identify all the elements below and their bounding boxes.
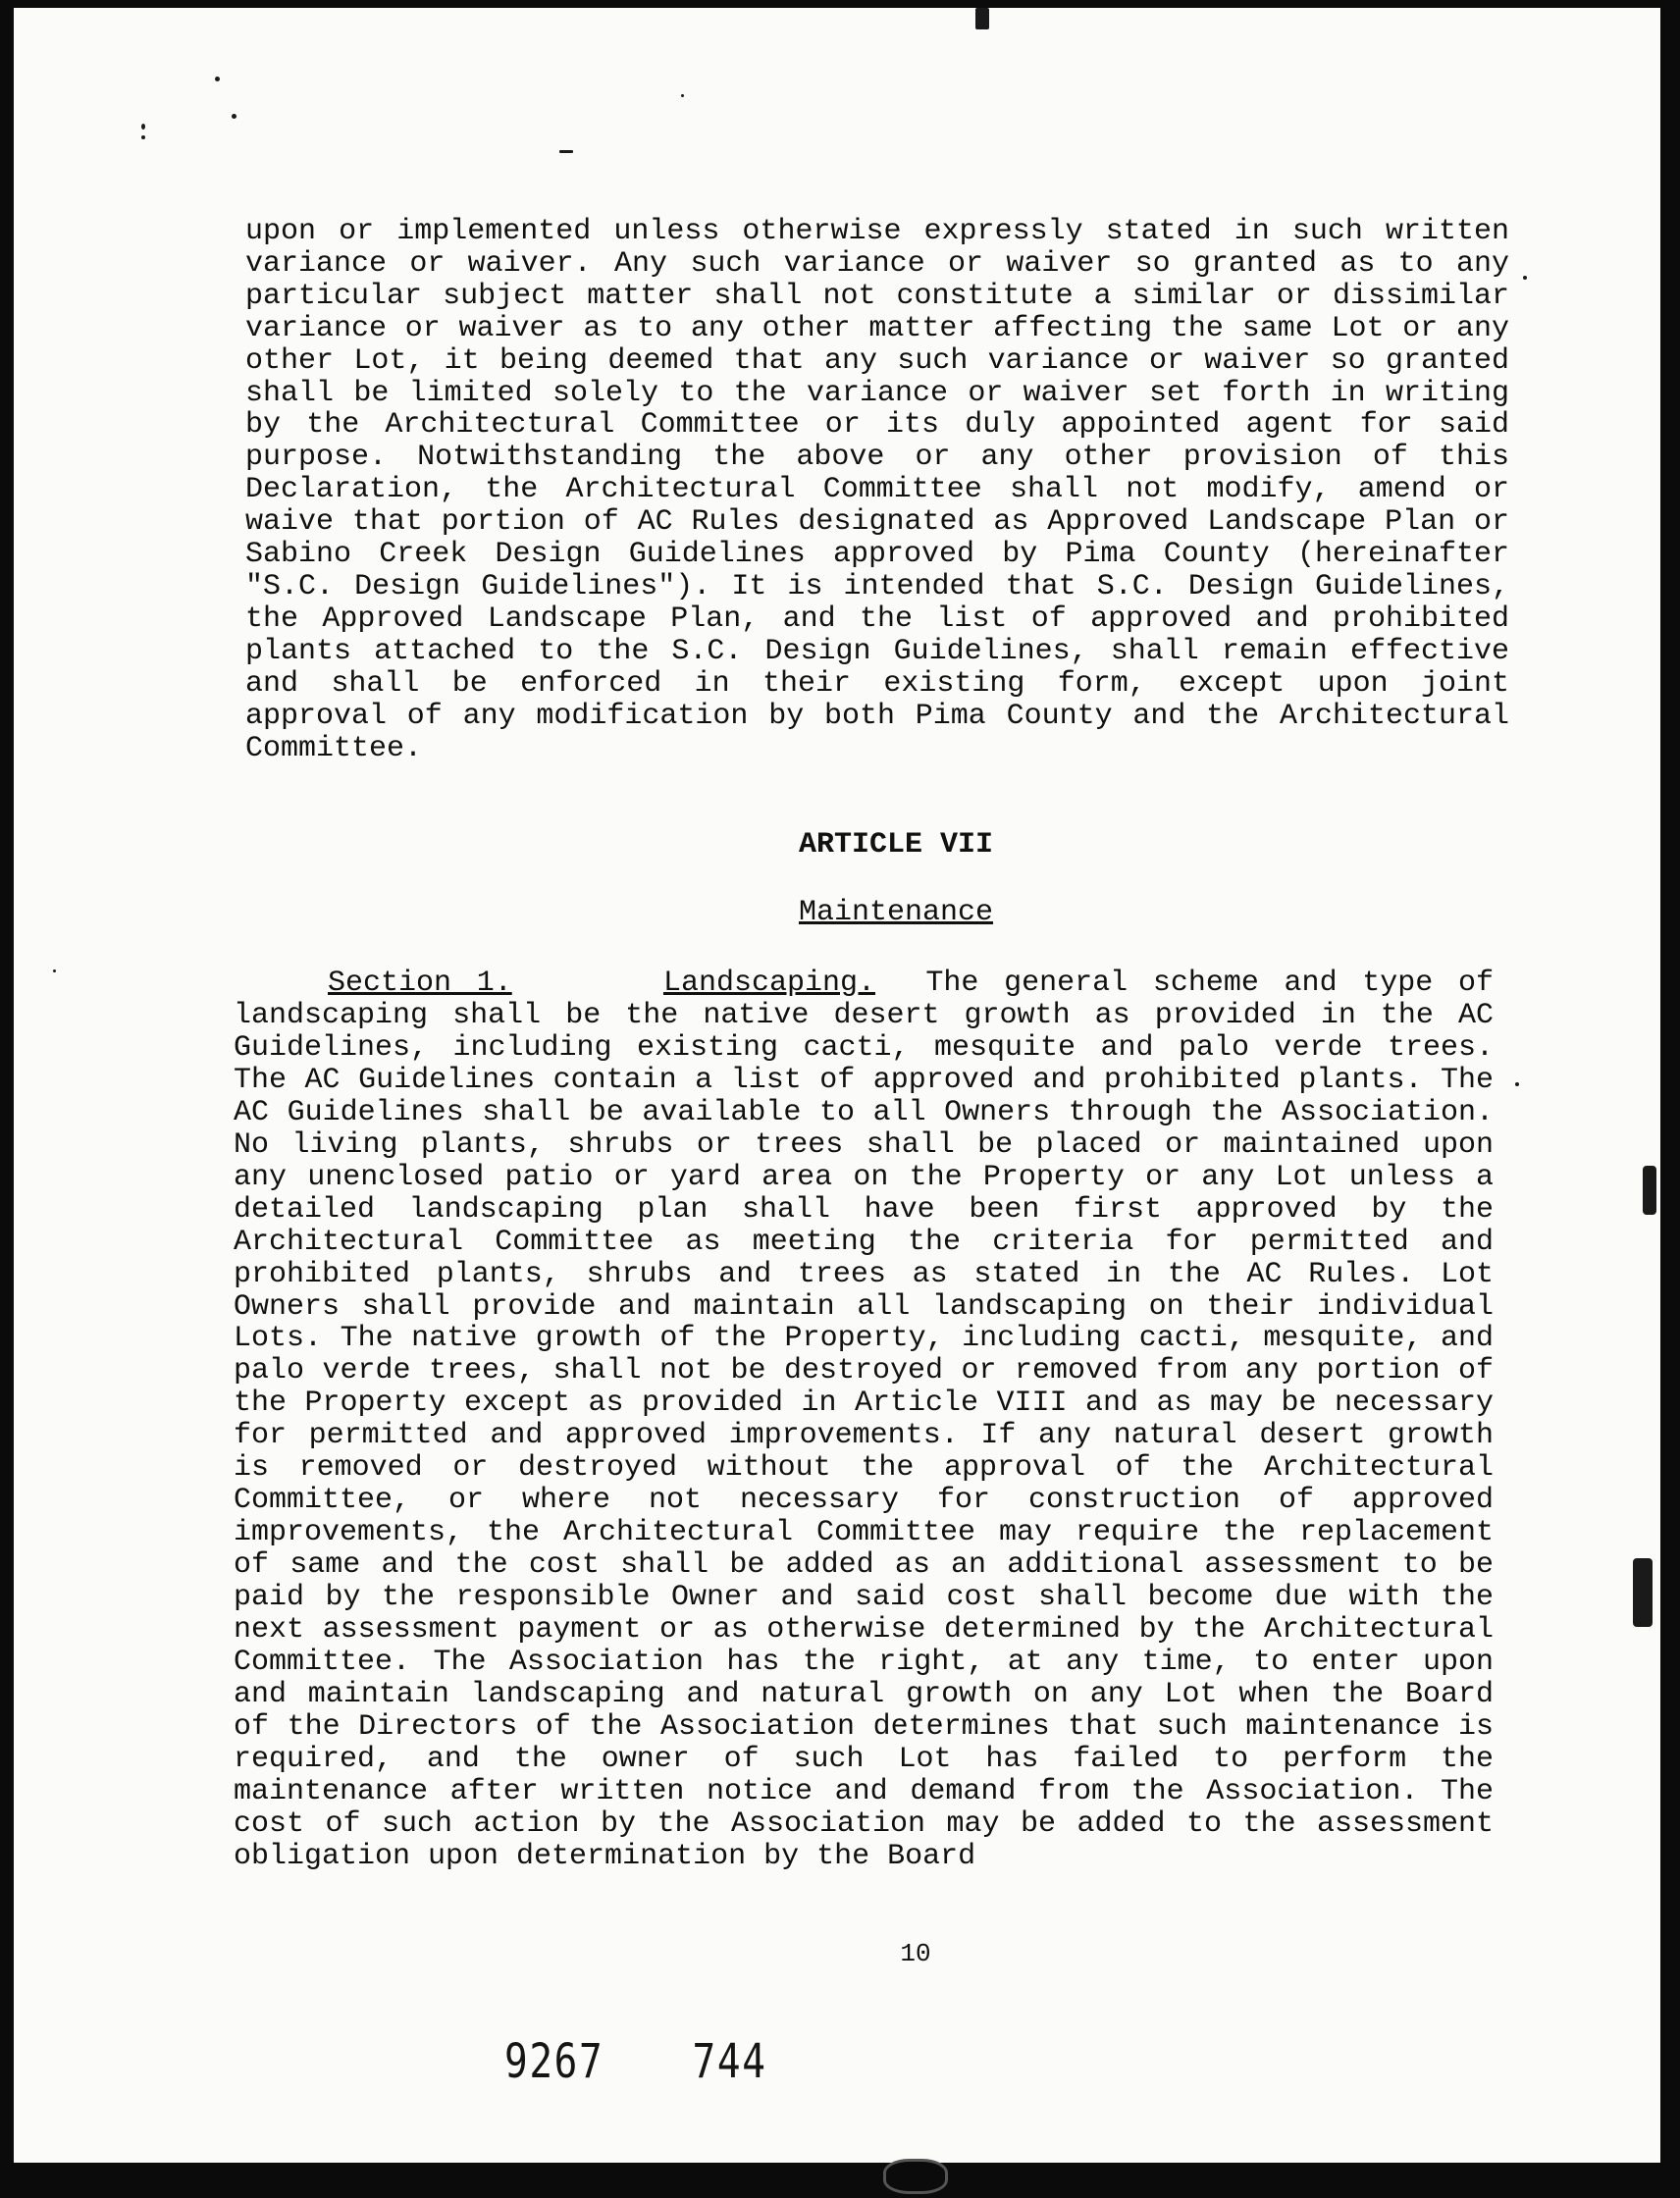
scan-speck bbox=[559, 150, 573, 153]
scan-speck bbox=[232, 114, 236, 119]
scan-speck bbox=[681, 94, 684, 97]
stamp-page-number: 744 bbox=[692, 2034, 767, 2089]
document-page bbox=[14, 8, 1660, 2163]
section-title: Landscaping. bbox=[662, 967, 875, 1000]
section-body: The general scheme and type of landscaping shall be the native desert growth as provided in the AC Guidelines, including existing cacti, mesquite and palo verde trees. The AC Guidelines contain a list of approved and prohibited plants. The AC Guidelines shall be available to all Owners through the Association. No living plants, shrubs or trees shall be placed or maintained upon any unenclosed patio or yard area on the Property or any Lot unless a detailed landscaping plan shall have been first approved by the Architectural Committee as meeting the criteria for permitted and prohibited plants, shrubs and trees as stated in the AC Rules. Lot Owners shall provide and maintain all landscaping on their individual Lots. The native growth of the Property, including cacti, mesquite, and palo verde trees, shall not be destroyed or removed from any portion of the Property except as provided in Article VIII and as may be necessary for permitted and approved improvements. If any natural desert growth is removed or destroyed without the approval of the Architectural Committee, or where not necessary for construction of approved improvements, the Architectural Committee may require the replacement of same and the cost shall be added as an additional assessment to be paid by the responsible Owner and said cost shall become due with the next assessment payment or as otherwise determined by the Architectural Committee. The Association has the right, at any time, to enter upon and maintain landscaping and natural growth on any Lot when the Board of the Directors of the Association determines that such maintenance is required, and the owner of such Lot has failed to perform the maintenance after written notice and demand from the Association. The cost of such action by the Association may be added to the assessment obligation upon determination by the Board bbox=[234, 967, 1494, 1873]
section-landscaping bbox=[234, 968, 1494, 1873]
section-label: Section 1. bbox=[328, 967, 512, 1000]
scan-speck bbox=[215, 77, 220, 81]
article-title: Maintenance bbox=[798, 896, 994, 929]
recording-stamp bbox=[504, 2034, 767, 2089]
page-number: 10 bbox=[900, 1939, 931, 1968]
scan-speck bbox=[1643, 1166, 1656, 1215]
scan-speck bbox=[53, 969, 56, 972]
stamp-book-number: 9267 bbox=[504, 2034, 604, 2089]
scan-speck bbox=[1523, 276, 1527, 280]
scan-speck bbox=[1515, 1082, 1519, 1086]
scan-artifact bbox=[883, 2159, 948, 2194]
scan-speck bbox=[141, 124, 145, 130]
scan-speck bbox=[975, 8, 989, 29]
paragraph-variance-waiver: upon or implemented unless otherwise expressly stated in such written variance or waiver. Any such variance or waiver so granted as to any particular subject matter shall not constitute a similar or dissimilar variance or waiver as to any other matter affecting the same Lot or any other Lot, it being deemed that any such variance or waiver so granted shall be limited solely to the variance or waiver set forth in writing by the Architectural Committee or its duly appointed agent for said purpose. Notwithstanding the above or any other provision of this Declaration, the Architectural Committee shall not modify, amend or waive that portion of AC Rules designated as Approved Landscape Plan or Sabino Creek Design Guidelines approved by Pima County (hereinafter "S.C. Design Guidelines"). It is intended that S.C. Design Guidelines, the Approved Landscape Plan, and the list of approved and prohibited plants attached to the S.C. Design Guidelines, shall remain effective and shall be enforced in their existing form, except upon joint approval of any modification by both Pima County and the Architectural Committee. bbox=[245, 215, 1509, 765]
scan-speck bbox=[141, 135, 145, 139]
article-heading: ARTICLE VII bbox=[798, 828, 994, 862]
scan-speck bbox=[1633, 1558, 1653, 1627]
